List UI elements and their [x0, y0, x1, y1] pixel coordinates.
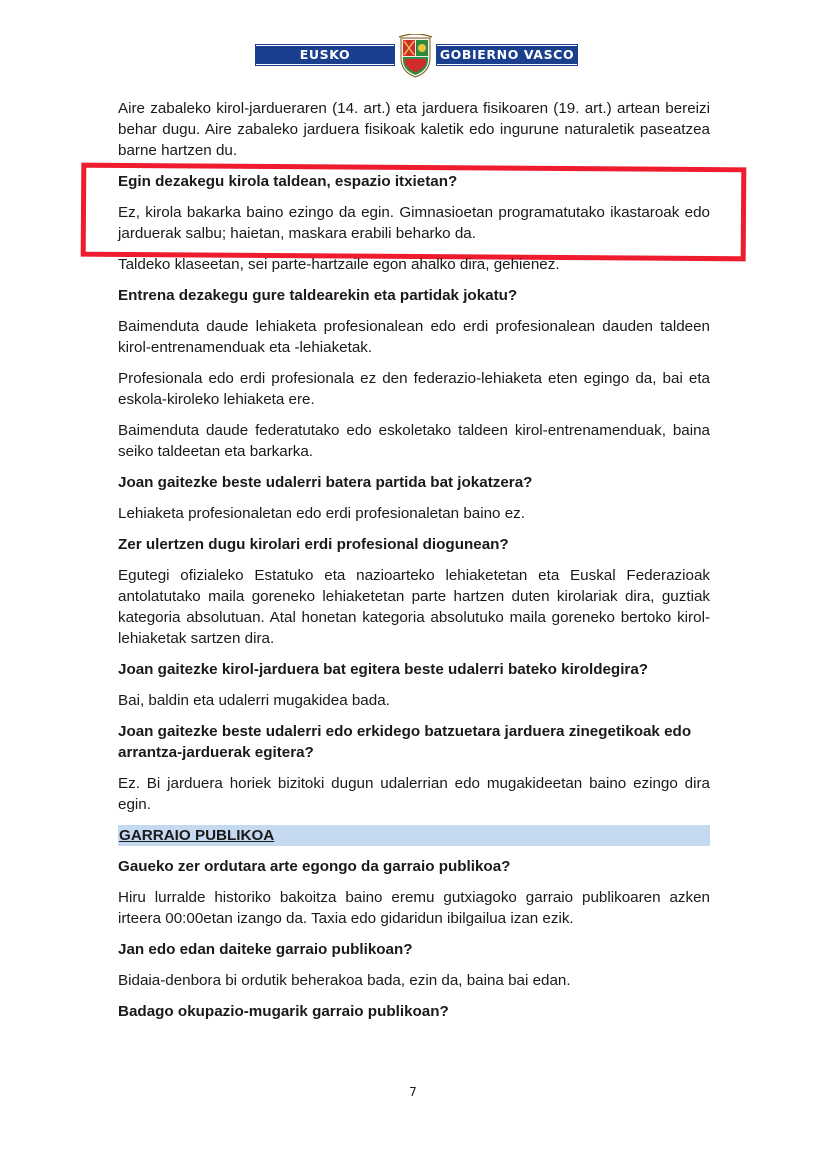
answer-paragraph: Bidaia-denbora bi ordutik beherakoa bada, ezin da, baina bai edan.: [118, 972, 571, 989]
answer-paragraph: Profesionala edo erdi profesionala ez den federazio-lehiaketa eten egingo da, bai eta eskola-kiroleko lehiaketa ere.: [118, 370, 710, 408]
question-team-training: Entrena dezakegu gure taldearekin eta partidak jokatu?: [118, 287, 518, 304]
basque-coat-of-arms-icon: [395, 34, 436, 78]
section-heading-public-transport: GARRAIO PUBLIKOA: [118, 825, 710, 846]
question-semi-professional: Zer ulertzen dugu kirolari erdi profesional diogunean?: [118, 536, 509, 553]
question-group-sport-indoors: Egin dezakegu kirola taldean, espazio itxietan?: [118, 173, 458, 190]
answer-paragraph: Baimenduta daude lehiaketa profesionalean edo erdi profesionalean dauden taldeen kirol-entrenamenduak eta -lehiaketak.: [118, 318, 710, 356]
answer-paragraph: Baimenduta daude federatutako edo eskoletako taldeen kirol-entrenamenduak, baina seiko taldeetan eta barkarka.: [118, 422, 710, 460]
question-eat-drink: Jan edo edan daiteke garraio publikoan?: [118, 941, 413, 958]
answer-paragraph: Lehiaketa profesionaletan edo erdi profesionaletan baino ez.: [118, 505, 525, 522]
answer-paragraph: Ez, kirola bakarka baino ezingo da egin. Gimnasioetan programatutako ikastaroak edo jarduerak salbu; haietan, maskara erabili beharko da.: [118, 204, 710, 242]
question-transport-hours: Gaueko zer ordutara arte egongo da garraio publikoa?: [118, 858, 511, 875]
answer-paragraph: Bai, baldin eta udalerri mugakidea bada.: [118, 692, 390, 709]
answer-paragraph: Ez. Bi jarduera horiek bizitoki dugun udalerrian edo mugakideetan baino ezingo dira egin.: [118, 775, 710, 813]
page-number: 7: [409, 1085, 417, 1099]
document-body: [118, 98, 710, 1032]
answer-paragraph: Egutegi ofizialeko Estatuko eta nazioarteko lehiaketetan eta Euskal Federazioak antolatutako maila goreneko lehiaketetan parte hartzen duten kirolariak dira, guztiak kategoria absolutuan. Atal honetan kategoria absolutuko maila goreneko bertoko kirol-lehiaketak sartzen dira.: [118, 567, 710, 647]
question-other-municipality-match: Joan gaitezke beste udalerri batera partida bat jokatzera?: [118, 474, 533, 491]
question-hunting-fishing: Joan gaitezke beste udalerri edo erkidego batzuetara jarduera zinegetikoak edo arrantza-jarduerak egitera?: [118, 723, 692, 761]
question-occupancy-limit: Badago okupazio-mugarik garraio publikoan?: [118, 1003, 449, 1020]
intro-paragraph: Aire zabaleko kirol-jardueraren (14. art.) eta jarduera fisikoaren (19. art.) artean bereizi behar dugu. Aire zabaleko jarduera fisikoak kaletik edo ingurune naturaletik paseatzea barne hartzen du.: [118, 100, 710, 159]
answer-paragraph: Taldeko klaseetan, sei parte-hartzaile egon ahalko dira, gehienez.: [118, 256, 560, 273]
question-sports-center: Joan gaitezke kirol-jarduera bat egitera beste udalerri bateko kiroldegira?: [118, 661, 649, 678]
header-banner-spanish: GOBIERNO VASCO: [437, 45, 577, 65]
header-banner-basque: EUSKO JAURLARITZA: [256, 45, 394, 65]
document-header: [0, 34, 826, 82]
answer-paragraph: Hiru lurralde historiko bakoitza baino eremu gutxiagoko garraio publikoaren azken irteera 00:00etan izango da. Taxia edo gidaridun ibilgailua izan ezik.: [118, 889, 710, 927]
